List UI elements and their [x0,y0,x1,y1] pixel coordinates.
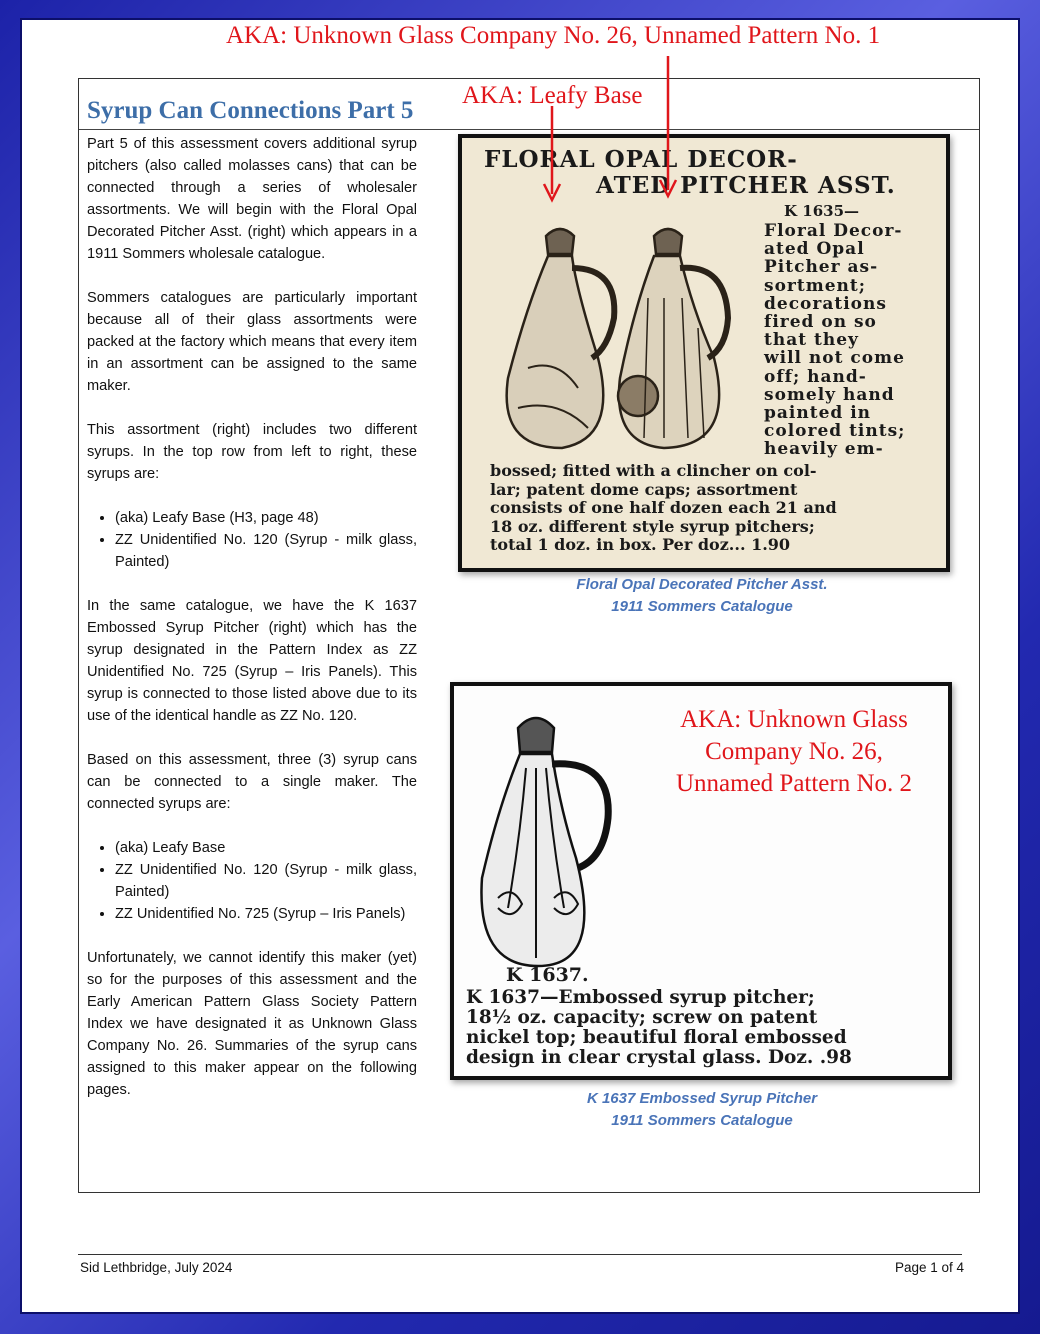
caption-line: K 1637 Embossed Syrup Pitcher [586,1090,818,1107]
catalog-line: nickel top; beautiful floral embossed [466,1027,847,1048]
aka-line: Company No. 26, [705,738,883,765]
document-page [20,18,1020,1314]
catalog-line: 18 oz. different style syrup pitchers; [490,516,815,536]
aka-line: Unnamed Pattern No. 2 [675,770,913,797]
caption-line: Floral Opal Decorated Pitcher Asst. [576,576,828,593]
catalog-heading: ATED PITCHER ASST. [596,172,896,199]
paragraph: Based on this assessment, three (3) syrup cans can be connected to a single maker. The connected syrups are: [87,752,417,812]
paragraph: This assortment (right) includes two different syrups. In the top row from left to right, these syrups are: [87,422,417,482]
footer-divider [78,1254,962,1255]
catalog-line: bossed; fitted with a clincher on col- [490,461,817,480]
aka-annotation-leafy: AKA: Leafy Base [462,82,643,109]
paragraph: In the same catalogue, we have the K 1637 Embossed Syrup Pitcher (right) which has the syrup designated in the Pattern Index as ZZ Unidentified No. 725 (Syrup – Iris Panels). This syrup is connected to those listed above due to its use of the identical handle as ZZ No. 120. [87,598,417,724]
catalog-side-text [764,222,905,459]
catalog-line: lar; patent dome caps; assortment [490,479,798,499]
catalog-line: ated Opal [764,239,865,260]
body-text-column [87,133,417,1123]
catalog-line: colored tints; [764,421,906,442]
footer-page-number: Page 1 of 4 [894,1260,964,1275]
catalog-line: off; hand- [764,366,867,387]
caption-line: 1911 Sommers Catalogue [611,1112,793,1129]
footer-author: Sid Lethbridge, July 2024 [80,1260,233,1275]
catalog-line: painted in [764,403,872,424]
catalog-line: Floral Decor- [764,221,903,241]
catalog-description [466,988,852,1068]
catalog-line: K 1637—Embossed syrup pitcher; [466,987,815,1008]
catalog-line: 18½ oz. capacity; screw on patent [466,1007,818,1028]
list-item: • (aka) Leafy Base [115,837,417,859]
catalog-line: that they [764,330,859,351]
list-item: • ZZ Unidentified No. 120 (Syrup - milk glass, Painted) [115,859,417,903]
embossed-syrup-pitcher-illustration [468,708,628,970]
aka-annotation-second [654,704,934,800]
catalog-line: decorations [764,293,887,314]
catalog-line: fired on so [764,312,877,333]
page-title: Syrup Can Connections Part 5 [87,97,414,124]
catalog-line: heavily em- [764,439,884,460]
catalog-line: will not come [764,348,905,369]
syrup-pitchers-illustration [468,208,768,458]
syrup-list-2 [87,837,417,925]
catalog-line: somely hand [764,384,895,405]
caption-line: 1911 Sommers Catalogue [611,598,793,615]
list-item: • ZZ Unidentified No. 725 (Syrup – Iris Panels) [115,903,417,925]
list-item: • (aka) Leafy Base (H3, page 48) [115,507,417,529]
paragraph: Unfortunately, we cannot identify this maker (yet) so for the purposes of this assessment and the Early American Pattern Glass Society Pattern Index we have designated it as Unknown Glass Company No. 26. Summaries of the syrup cans assigned to this maker appear on the following pages. [87,950,417,1098]
catalog-heading: FLORAL OPAL DECOR- [484,146,798,173]
syrup-list-1 [87,507,417,573]
catalog-line: total 1 doz. in box. Per doz... 1.90 [490,535,791,555]
paragraph: Part 5 of this assessment covers additional syrup pitchers (also called molasses cans) that can be connected through a series of wholesaler assortments. We will begin with the Floral Opal Decorated Pitcher Asst. (right) which appears in a 1911 Sommers wholesale catalogue. [87,136,417,262]
catalog-line: sortment; [764,275,867,296]
catalog-label: K 1637. [506,964,589,986]
aka-line: AKA: Unknown Glass [680,706,908,733]
paragraph: Sommers catalogues are particularly important because all of their glass assortments were packed at the factory which means that every item in an assortment can be assigned to the same maker. [87,290,417,394]
catalog-line: consists of one half dozen each 21 and [490,498,837,518]
list-item: • ZZ Unidentified No. 120 (Syrup - milk glass, Painted) [115,529,417,573]
catalog-image-k1637 [450,682,952,1080]
aka-annotation-top: AKA: Unknown Glass Company No. 26, Unnamed Pattern No. 1 [226,22,881,49]
catalog-line: Pitcher as- [764,257,879,278]
caption-k1637 [490,1088,914,1132]
catalog-bottom-text [490,462,837,555]
catalog-number: K 1635— [784,202,860,220]
annotation-arrows [20,18,1020,218]
caption-floral-opal [490,574,914,618]
catalog-line: design in clear crystal glass. Doz. .98 [466,1047,852,1068]
